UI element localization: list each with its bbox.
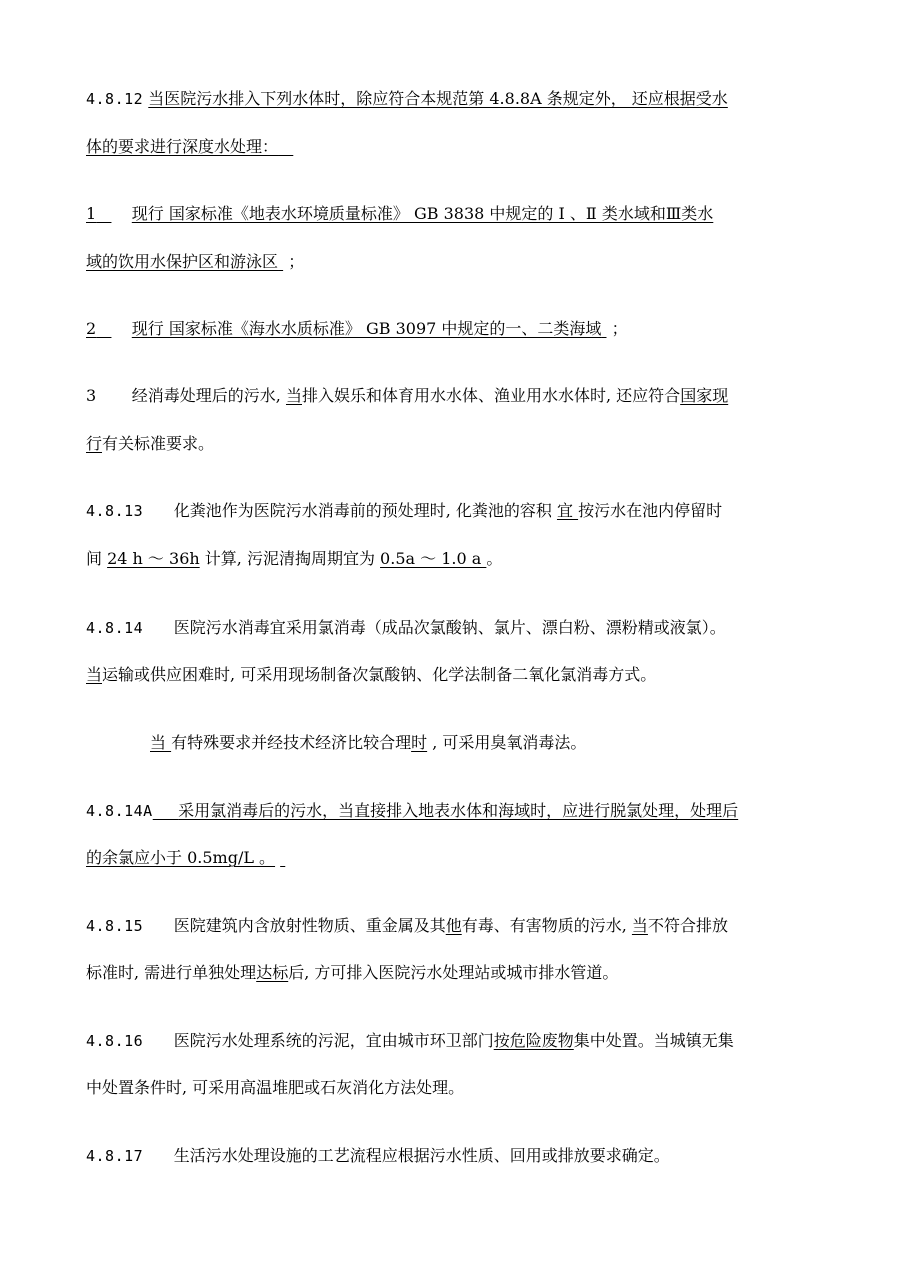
clause-number: 4.8.14A [86, 802, 153, 820]
item-punct: ； [611, 319, 628, 338]
clause-text: 不符合排放 [647, 916, 728, 935]
clause-text: 当 [86, 665, 103, 684]
clause-text: 0.5a ～ 1.0 a [380, 549, 487, 568]
clause-4-8-14a-line-2 [86, 847, 820, 869]
clause-text: 医院建筑内含放射性物质、重金属及其 [173, 916, 446, 935]
clause-text: 运输或供应困难时, 可采用现场制备次氯酸钠、化学法制备二氧化氯消毒方式。 [102, 665, 657, 684]
clause-text: 宜 [556, 501, 579, 520]
clause-text: 后, 方可排入医院污水处理站或城市排水管道。 [288, 963, 619, 982]
clause-4-8-16-line-2 [86, 1077, 820, 1099]
item-3-line-2 [86, 433, 820, 455]
clause-text: 当 [631, 916, 648, 935]
clause-text: 的余氯应小于 0.5mg/L 。 [86, 848, 276, 867]
clause-4-8-17-line-1 [86, 1145, 820, 1167]
item-text: 有关标准要求。 [102, 434, 215, 453]
clause-text: 计算, 污泥清掏周期宜为 [199, 549, 381, 568]
clause-4-8-14-line-1 [86, 617, 820, 639]
clause-4-8-12-line-2 [86, 136, 820, 158]
clause-4-8-15-line-2 [86, 962, 820, 984]
clause-4-8-14-line-3 [150, 732, 884, 754]
item-text: 经消毒处理后的污水, [131, 386, 286, 405]
item-label: 1 [86, 204, 97, 223]
item-text: 国家现 [680, 386, 729, 405]
item-text: 现行 国家标准《地表水环境质量标准》 GB 3838 中规定的 Ⅰ 、Ⅱ 类水域和Ⅲ类水 [131, 204, 714, 223]
item-punct: ； [288, 252, 305, 271]
clause-text: 采用氯消毒后的污水，当直接排入地表水体和海域时，应进行脱氯处理，处理后 [178, 801, 739, 820]
clause-text: 中处置条件时, 可采用高温堆肥或石灰消化方法处理。 [86, 1078, 465, 1097]
clause-4-8-15-line-1 [86, 915, 820, 937]
item-2-line-1 [86, 318, 820, 340]
item-1-line-2 [86, 251, 820, 273]
clause-text: , 可采用臭氧消毒法。 [427, 733, 587, 752]
clause-text: 达标 [256, 963, 289, 982]
clause-4-8-16-line-1 [86, 1030, 820, 1052]
clause-4-8-14a-line-1 [86, 800, 820, 822]
item-text: 行 [86, 434, 103, 453]
clause-number: 4.8.17 [86, 1147, 144, 1165]
clause-text: 按危险废物 [493, 1031, 574, 1050]
clause-text: 。 [486, 549, 503, 568]
clause-text: 他 [445, 916, 462, 935]
clause-text: 当 [150, 733, 172, 752]
clause-number: 4.8.13 [86, 502, 144, 520]
item-label: 2 [86, 319, 97, 338]
item-text: 当 [285, 386, 302, 405]
item-text: 域的饮用水保护区和游泳区 [86, 252, 279, 271]
clause-text: 有特殊要求并经技术经济比较合理 [171, 733, 412, 752]
item-1-line-1 [86, 203, 820, 225]
clause-number: 4.8.16 [86, 1032, 144, 1050]
clause-text: 按污水在池内停留时 [578, 501, 723, 520]
clause-number: 4.8.12 [86, 90, 144, 108]
clause-text: 生活污水处理设施的工艺流程应根据污水性质、回用或排放要求确定。 [173, 1146, 670, 1165]
clause-text: 当医院污水排入下列水体时，除应符合本规范第 4.8.8A 条规定外， 还应根据受水 [148, 89, 728, 108]
clause-text: 24 h ～ 36h [107, 549, 200, 568]
clause-4-8-13-line-2 [86, 548, 820, 570]
clause-number: 4.8.15 [86, 917, 144, 935]
clause-text: 体的要求进行深度水处理： [86, 137, 279, 156]
item-label: 3 [86, 386, 97, 405]
clause-number: 4.8.14 [86, 619, 144, 637]
clause-text: 化粪池作为医院污水消毒前的预处理时, 化粪池的容积 [173, 501, 557, 520]
clause-text: 有毒、有害物质的污水, [461, 916, 632, 935]
item-3-line-1 [86, 385, 820, 407]
clause-text: 集中处置。当城镇无集 [573, 1031, 734, 1050]
clause-text: 标准时, 需进行单独处理 [86, 963, 257, 982]
clause-text: 医院污水处理系统的污泥，宜由城市环卫部门 [173, 1031, 494, 1050]
clause-text: 间 [86, 549, 108, 568]
item-text: 现行 国家标准《海水水质标准》 GB 3097 中规定的一、二类海域 [131, 319, 602, 338]
clause-4-8-12-line-1 [86, 88, 820, 110]
clause-4-8-13-line-1 [86, 500, 820, 522]
clause-text: 时 [411, 733, 428, 752]
clause-4-8-14-line-2 [86, 664, 820, 686]
item-text: 排入娱乐和体育用水水体、渔业用水水体时, 还应符合 [302, 386, 681, 405]
clause-text: 医院污水消毒宜采用氯消毒（成品次氯酸钠、氯片、漂白粉、漂粉精或液氯）。 [173, 618, 726, 637]
